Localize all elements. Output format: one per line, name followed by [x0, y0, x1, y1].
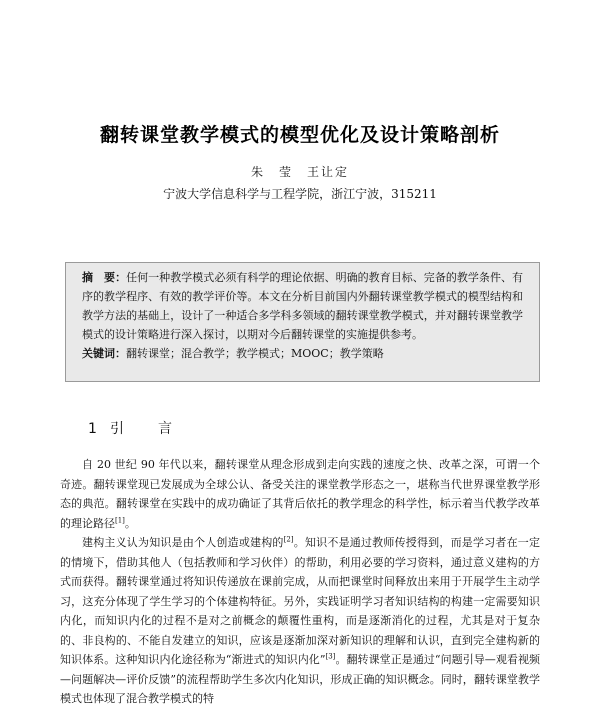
paragraph-1-end: 。	[124, 516, 136, 530]
citation-1[interactable]: [1]	[115, 515, 125, 524]
abstract-text: 任何一种教学模式必须有科学的理论依据、明确的教育目标、完备的教学条件、有序的教学程序、有效的教学评价等。本文在分析目前国内外翻转课堂教学模式的模型结构和教学方法的基础上，设计了一种适合多学科多领域的翻转课堂教学模式，并对翻转课堂教学模式的设计策略进行深入探讨，以期对今后翻转课堂的实施提供参考。	[82, 271, 524, 341]
paragraph-2-text-b: 。知识不是通过教师传授得到，而是学习者在一定的情境下，借助其他人（包括教师和学习伙伴）的帮助，利用必要的学习资料，通过意义建构的方式而获得。翻转课堂通过将知识传递放在课前完成，从而把课堂时间释放出来用于开展学生主动学习，这充分体现了学生学习的个体建构特征。另外，实践证明学习者知识结构的构建一定需要知识内化，而知识内化的过程不是对之前概念的颠覆性重构，而是逐渐消化的过程，尤其是对于复杂的、非良构的、不能自发建立的知识，应该是逐渐加深对新知识的理解和认识，直到完全建构新的知识体系。这种知识内化途径称为“渐进式的知识内化”	[60, 536, 541, 666]
abstract-label: 摘 要：	[82, 271, 127, 284]
citation-3[interactable]: [3]	[325, 652, 336, 661]
paper-title: 翻转课堂教学模式的模型优化及设计策略剖析	[99, 124, 500, 146]
section-heading	[88, 418, 182, 438]
body-paragraph-1	[60, 455, 540, 533]
section-title: 引 言	[110, 421, 182, 437]
paragraph-2-text-a: 建构主义认为知识是由个人创造或建构的	[82, 536, 284, 549]
paragraph-1-text: 自 20 世纪 90 年代以来，翻转课堂从理念形成到走向实践的速度之快、改革之深，可谓一个奇迹。翻转课堂现已发展成为全球公认、备受关注的课堂教学形态之一，堪称当代世界课堂教学形态的典范。翻转课堂在实践中的成功确证了其背后依托的教学理念的科学性，标示着当代教学改革的理论路径	[60, 458, 540, 530]
citation-2[interactable]: [2]	[283, 535, 294, 544]
paper-affiliation: 宁波大学信息科学与工程学院，浙江宁波，315211	[163, 187, 437, 201]
paragraph-2-text-c: 。翻转课堂正是通过“问题引导—观看视频—问题解决—评价反馈”的流程帮助学生多次内化知识，形成正确的知识概念。同时，翻转课堂教学模式也体现了混合教学模式的特	[60, 653, 541, 705]
body-paragraph-2	[60, 533, 540, 709]
abstract	[82, 268, 523, 344]
keywords	[82, 344, 523, 363]
paper-authors: 朱 莹 王让定	[250, 165, 349, 179]
body-text	[60, 455, 540, 709]
keywords-label: 关键词：	[82, 347, 126, 360]
keywords-text: 翻转课堂；混合教学；教学模式；MOOC；教学策略	[126, 347, 384, 360]
abstract-box	[65, 262, 540, 382]
section-number: 1	[88, 421, 97, 437]
